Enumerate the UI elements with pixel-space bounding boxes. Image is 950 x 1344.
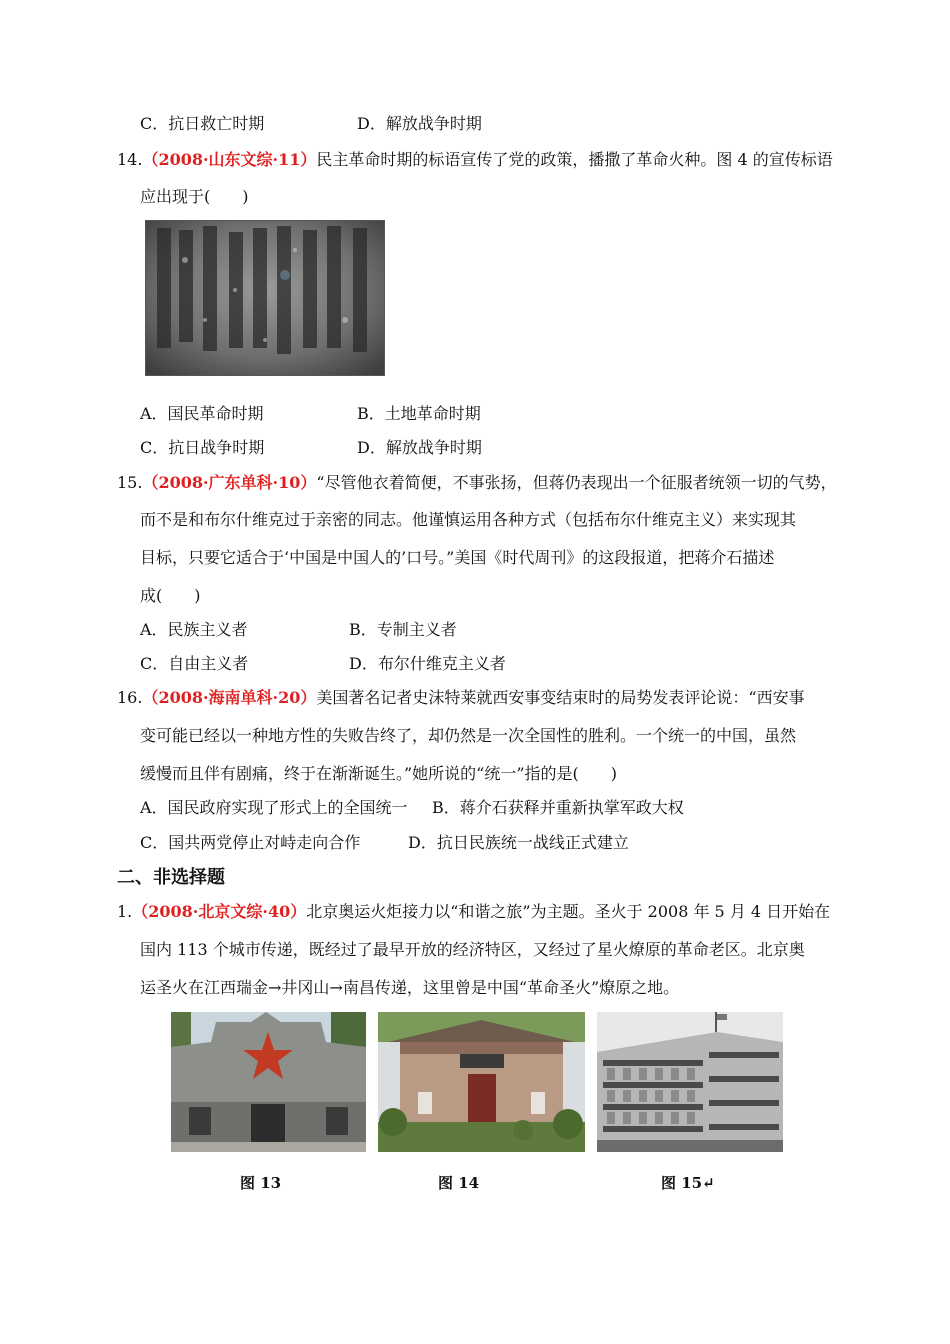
q16-option-d: D．抗日民族统一战线正式建立 — [408, 833, 629, 852]
q16-number: 16. — [117, 688, 143, 707]
nq1-line-3: 运圣火在江西瑞金→井冈山→南昌传递，这里曾是中国“革命圣火”燎原之地。 — [140, 978, 680, 997]
q15-option-b: B．专制主义者 — [349, 620, 457, 639]
q13-option-c: C．抗日救亡时期 — [140, 114, 265, 133]
q16-option-c: C．国共两党停止对峙走向合作 — [140, 833, 361, 852]
q16-option-b: B．蒋介石获释并重新执掌军政大权 — [432, 798, 684, 817]
slogan-stone-graphic — [145, 220, 385, 376]
q15-option-c: C．自由主义者 — [140, 654, 249, 673]
q16-line-3: 缓慢而且伴有剧痛，终于在渐渐诞生。”她所说的“统一”指的是( ) — [140, 764, 618, 783]
q15-source: （2008·广东单科·10） — [142, 473, 317, 492]
figure-14-caption: 图 14 — [438, 1174, 480, 1192]
figure-15-caption: 图 15↵ — [661, 1174, 715, 1192]
nq1-text-1: 北京奥运火炬接力以“和谐之旅”为主题。圣火于 2008 年 5 月 4 日开始在 — [306, 902, 831, 921]
q15-number: 15. — [117, 473, 143, 492]
q15-text-1: “尽管他衣着简便，不事张扬，但蒋仍表现出一个征服者统领一切的气势， — [316, 473, 837, 492]
nq1-source: （2008·北京文综·40） — [132, 902, 307, 921]
q14-line-1 — [117, 150, 833, 170]
nq1-line-2: 国内 113 个城市传递，既经过了最早开放的经济特区，又经过了星火燎原的革命老区。北京奥 — [140, 940, 805, 959]
q16-text-1: 美国著名记者史沫特莱就西安事变结束时的局势发表评论说：“西安事 — [316, 688, 805, 707]
q15-option-a: A．民族主义者 — [140, 620, 248, 639]
figure-15-image — [597, 1012, 783, 1152]
slogan-stone-image — [145, 220, 385, 376]
q14-line-2: 应出现于( ) — [140, 187, 249, 206]
q15-line-1 — [117, 473, 837, 493]
q14-number: 14. — [117, 150, 143, 169]
q15-option-d: D．布尔什维克主义者 — [349, 654, 506, 673]
figure-13-caption: 图 13 — [240, 1174, 282, 1192]
figure-15-graphic — [597, 1012, 783, 1152]
section-heading-non-choice: 二、非选择题 — [117, 867, 225, 888]
q16-option-a: A．国民政府实现了形式上的全国统一 — [140, 798, 408, 817]
figure-13-image — [171, 1012, 366, 1152]
q14-option-a: A．国民革命时期 — [140, 404, 264, 423]
nq1-line-1 — [117, 902, 830, 922]
q15-line-3: 目标，只要它适合于‘中国是中国人的’口号。”美国《时代周刊》的这段报道，把蒋介石描述 — [140, 548, 775, 567]
q16-line-2: 变可能已经以一种地方性的失败告终了，却仍然是一次全国性的胜利。一个统一的中国，虽然 — [140, 726, 797, 745]
q13-option-d: D．解放战争时期 — [357, 114, 482, 133]
nq1-number: 1. — [117, 902, 133, 921]
q14-source: （2008·山东文综·11） — [142, 150, 317, 169]
q15-line-2: 而不是和布尔什维克过于亲密的同志。他谨慎运用各种方式（包括布尔什维克主义）来实现其 — [140, 510, 797, 529]
q14-option-d: D．解放战争时期 — [357, 438, 482, 457]
figure-13-graphic — [171, 1012, 366, 1152]
q16-source: （2008·海南单科·20） — [142, 688, 317, 707]
q15-line-4: 成( ) — [140, 586, 201, 605]
q14-option-b: B．土地革命时期 — [357, 404, 481, 423]
figure-14-image — [378, 1012, 585, 1152]
figure-14-graphic — [378, 1012, 585, 1152]
q16-line-1 — [117, 688, 805, 708]
q14-option-c: C．抗日战争时期 — [140, 438, 265, 457]
q14-text-1: 民主革命时期的标语宣传了党的政策，播撒了革命火种。图 4 的宣传标语 — [316, 150, 833, 169]
